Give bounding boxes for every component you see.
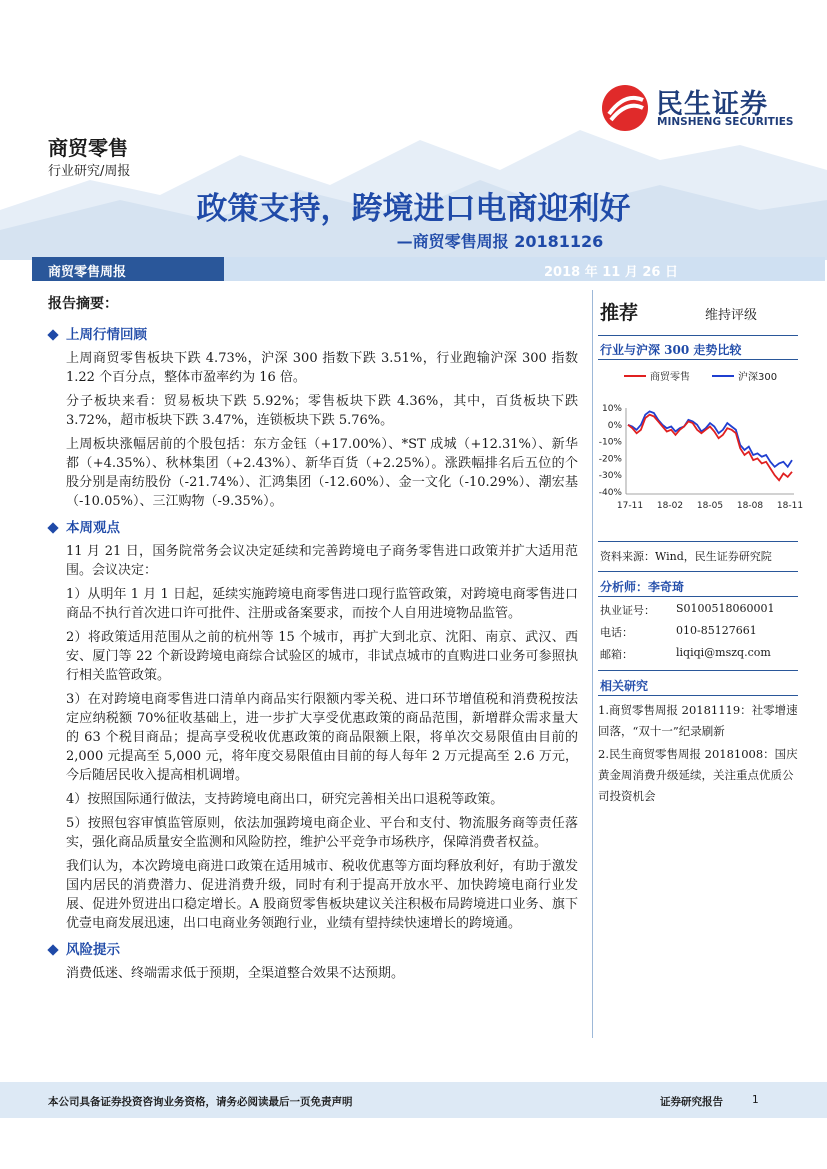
paragraph: 2）将政策适用范围从之前的杭州等 15 个城市，再扩大到北京、沈阳、南京、武汉、西安、厦门等 22 个新设跨境电商综合试验区的城市，非试点城市的直购进口业务可参照执行相关监管政策。 xyxy=(66,630,578,683)
x-tick-label: 18-02 xyxy=(656,501,684,511)
sidebar-divider xyxy=(598,335,798,336)
sidebar-divider xyxy=(598,571,798,572)
related-item[interactable]: 1.商贸零售周报 20181119：社零增速回落，“双十一”纪录刷新 xyxy=(598,703,798,738)
section-heading-review: 上周行情回顾 xyxy=(48,326,578,345)
paragraph: 3）在对跨境电商零售进口清单内商品实行限额内零关税、进口环节增值税和消费税按法定应纳税额 70%征收基础上，进一步扩大享受优惠政策的商品范围，新增群众需求量大的 63 个税目商品；提高享受税收优惠政策的商品限额上限，将单次交易限值由目前的 2,000 元提高至 5,000 元，将年度交易限值由目前的每人每年 2 万元提高至 2.6 万元，今后随居民收入提高相机调增。 xyxy=(66,692,578,783)
x-tick-label: 18-08 xyxy=(736,501,764,511)
related-item[interactable]: 2.民生商贸零售周报 20181008：国庆黄金周消费升级延续，关注重点优质公司投资机会 xyxy=(598,747,798,803)
x-tick-label: 17-11 xyxy=(616,501,644,511)
sidebar-divider xyxy=(598,695,798,696)
section-heading-view: 本周观点 xyxy=(48,519,578,538)
series-line xyxy=(628,415,792,481)
paragraph: 我们认为，本次跨境电商进口政策在适用城市、税收优惠等方面均释放利好，有助于激发国内居民的消费潜力、促进消费升级，同时有利于提高开放水平、加快跨境电商行业发展、促进外贸进出口稳定增长。A 股商贸零售板块建议关注积极布局跨境进口业务、旗下优壹电商发展迅速，出口电商业务领跑行业，业绩有望持续快速增长的跨境通。 xyxy=(66,859,578,931)
phone-label: 电话： xyxy=(600,626,633,639)
legend-label: 商贸零售 xyxy=(650,372,690,383)
sidebar-divider xyxy=(598,541,798,542)
x-tick-label: 18-11 xyxy=(776,501,804,511)
rating: 维持评级 xyxy=(705,308,758,323)
y-tick-label: -20% xyxy=(598,454,622,465)
sidebar-divider xyxy=(598,596,798,597)
cert-value: S0100518060001 xyxy=(676,602,775,615)
chart-title: 行业与沪深 300 走势比较 xyxy=(600,343,742,357)
sidebar-divider xyxy=(598,359,798,360)
legend-label: 沪深300 xyxy=(738,372,778,383)
report-title: 政策支持，跨境进口电商迎利好 xyxy=(196,191,631,227)
y-tick-label: 10% xyxy=(601,404,622,414)
paragraph: 消费低迷、终端需求低于预期，全渠道整合效果不达预期。 xyxy=(66,966,405,981)
recommendation: 推荐 xyxy=(600,302,639,324)
paragraph: 11 月 21 日，国务院常务会议决定延续和完善跨境电子商务零售进口政策并扩大适用范围。会议决定： xyxy=(66,544,578,578)
header-bar-left: 商贸零售周报 xyxy=(48,265,127,280)
sidebar-divider xyxy=(598,670,798,671)
sector-label: 商贸零售 xyxy=(48,136,128,160)
analyst-name: 分析师：李奇琦 xyxy=(600,580,685,594)
cert-label: 执业证号： xyxy=(600,604,655,617)
minsheng-logo-icon xyxy=(601,84,649,132)
paragraph: 上周商贸零售板块下跌 4.73%，沪深 300 指数下跌 3.51%，行业跑输沪深 300 指数 1.22 个百分点，整体市盈率约为 16 倍。 xyxy=(66,351,578,385)
series-line xyxy=(628,411,792,466)
report-date: 2018 年 11 月 26 日 xyxy=(544,265,678,280)
paragraph: 1）从明年 1 月 1 日起，延续实施跨境电商零售进口现行监管政策，对跨境电商零售进口商品不执行首次进口许可批件、注册或备案要求，而按个人自用进境物品监管。 xyxy=(66,587,578,621)
phone-value: 010-85127661 xyxy=(676,624,757,637)
report-subtitle: —商贸零售周报 20181126 xyxy=(396,232,604,251)
y-tick-label: -40% xyxy=(598,488,622,498)
y-tick-label: 0% xyxy=(607,420,622,431)
y-tick-label: -10% xyxy=(598,437,622,448)
summary-body xyxy=(48,295,578,988)
report-type: 行业研究/周报 xyxy=(48,164,131,179)
brand-name-cn: 民生证券 xyxy=(656,89,768,120)
page-number: 1 xyxy=(752,1094,759,1106)
paragraph: 4）按照国际通行做法，支持跨境电商出口，研究完善相关出口退税等政策。 xyxy=(66,792,504,807)
y-tick-label: -30% xyxy=(598,471,622,482)
footer-doc-type: 证券研究报告 xyxy=(660,1096,723,1108)
summary-label: 报告摘要： xyxy=(48,296,118,312)
chart-source: 资料来源：Wind，民生证券研究院 xyxy=(600,550,772,563)
brand-name-en: MINSHENG SECURITIES xyxy=(657,116,794,128)
x-tick-label: 18-05 xyxy=(696,501,724,511)
trend-chart xyxy=(594,364,804,522)
related-label: 相关研究 xyxy=(600,679,649,693)
footer-disclaimer: 本公司具备证券投资咨询业务资格，请务必阅读最后一页免责声明 xyxy=(48,1096,353,1108)
paragraph: 分子板块来看：贸易板块下跌 5.92%；零售板块下跌 4.36%，其中，百货板块下跌 3.72%，超市板块下跌 3.47%，连锁板块下跌 5.76%。 xyxy=(66,394,578,428)
section-heading-risk: 风险提示 xyxy=(48,941,578,960)
paragraph: 5）按照包容审慎监管原则，依法加强跨境电商企业、平台和支付、物流服务商等责任落实，强化商品质量安全监测和风险防控，维护公平竞争市场秩序，保障消费者权益。 xyxy=(66,816,578,850)
email-label: 邮箱： xyxy=(600,648,633,661)
email-value: liqiqi@mszq.com xyxy=(676,646,771,659)
paragraph: 上周板块涨幅居前的个股包括：东方金钰（+17.00%）、*ST 成城（+12.31%）、新华都（+4.35%）、秋林集团（+2.43%）、新华百货（+2.25%）。涨跌幅排名后五位的个股分别是南纺股份（-21.74%）、汇鸿集团（-12.60%）、金一文化（-10.29%）、潮宏基（-10.05%）、三江购物（-9.35%）。 xyxy=(66,437,578,509)
column-divider xyxy=(592,290,593,1038)
